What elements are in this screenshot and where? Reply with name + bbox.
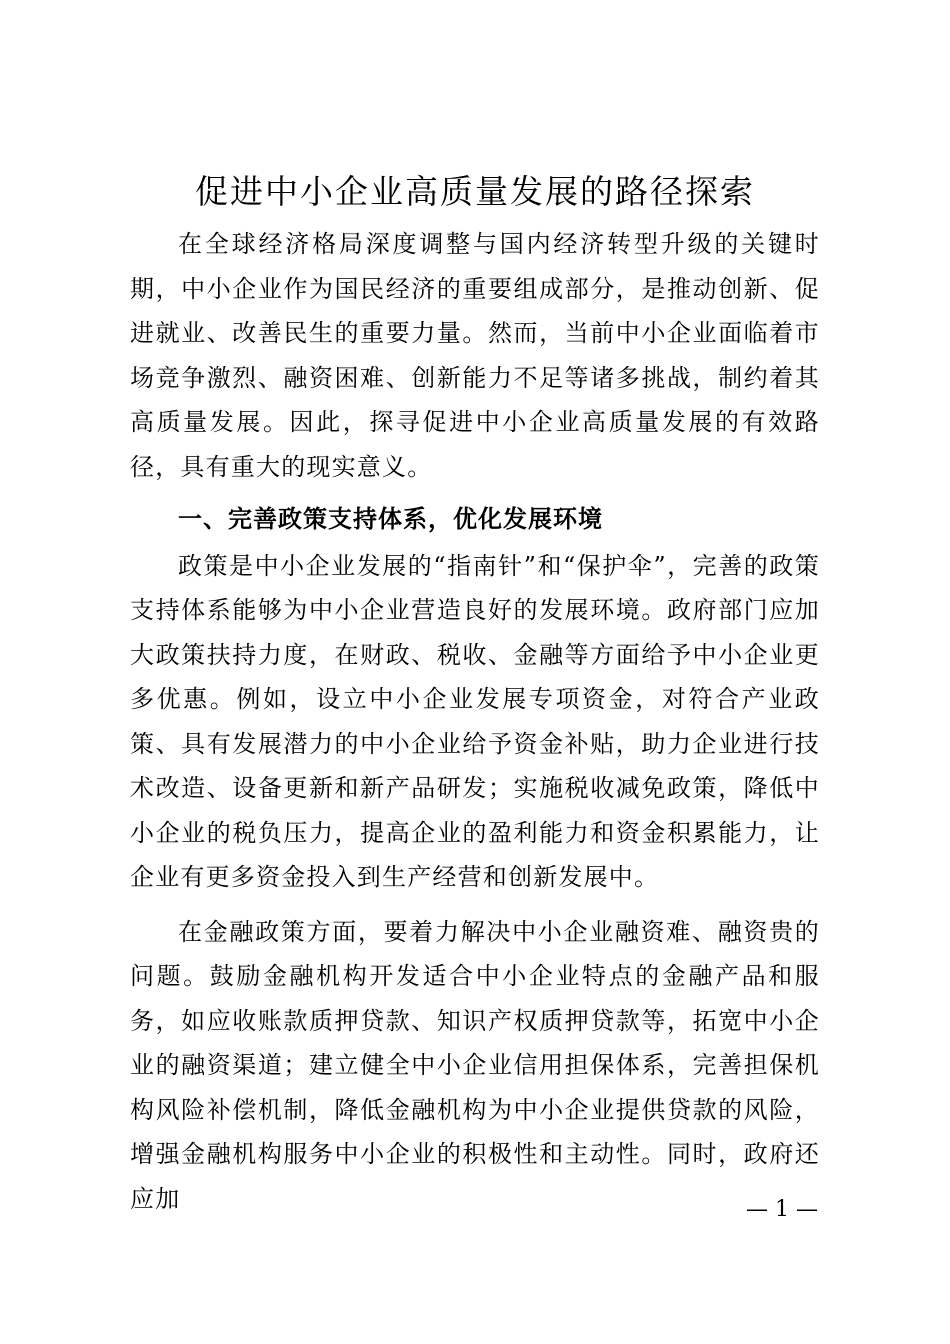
section-paragraph-1: 政策是中小企业发展的“指南针”和“保护伞”，完善的政策支持体系能够为中小企业营造良好的发展环境。政府部门应加大政策扶持力度，在财政、税收、金融等方面给予中小企业更多优惠。例如，设立中小企业发展专项资金，对符合产业政策、具有发展潜力的中小企业给予资金补贴，助力企业进行技术改造、设备更新和新产品研发；实施税收减免政策，降低中小企业的税负压力，提高企业的盈利能力和资金积累能力，让企业有更多资金投入到生产经营和创新发展中。 [130,551,820,891]
intro-paragraph: 在全球经济格局深度调整与国内经济转型升级的关键时期，中小企业作为国民经济的重要组成部分，是推动创新、促进就业、改善民生的重要力量。然而，当前中小企业面临着市场竞争激烈、融资困难、创新能力不足等诸多挑战，制约着其高质量发展。因此，探寻促进中小企业高质量发展的有效路径，具有重大的现实意义。 [130,230,820,481]
section-paragraph-2: 在金融政策方面，要着力解决中小企业融资难、融资贵的问题。鼓励金融机构开发适合中小企业特点的金融产品和服务，如应收账款质押贷款、知识产权质押贷款等，拓宽中小企业的融资渠道；建立健全中小企业信用担保体系，完善担保机构风险补偿机制，降低金融机构为中小企业提供贷款的风险，增强金融机构服务中小企业的积极性和主动性。同时，政府还应加 [130,917,820,1213]
section-heading: 一、完善政策支持体系，优化发展环境 [178,505,603,533]
page-number: — 1 — [746,1197,818,1222]
paragraph-gap [130,900,820,910]
document-body [130,222,820,1221]
document-title: 促进中小企业高质量发展的路径探索 [195,172,755,211]
